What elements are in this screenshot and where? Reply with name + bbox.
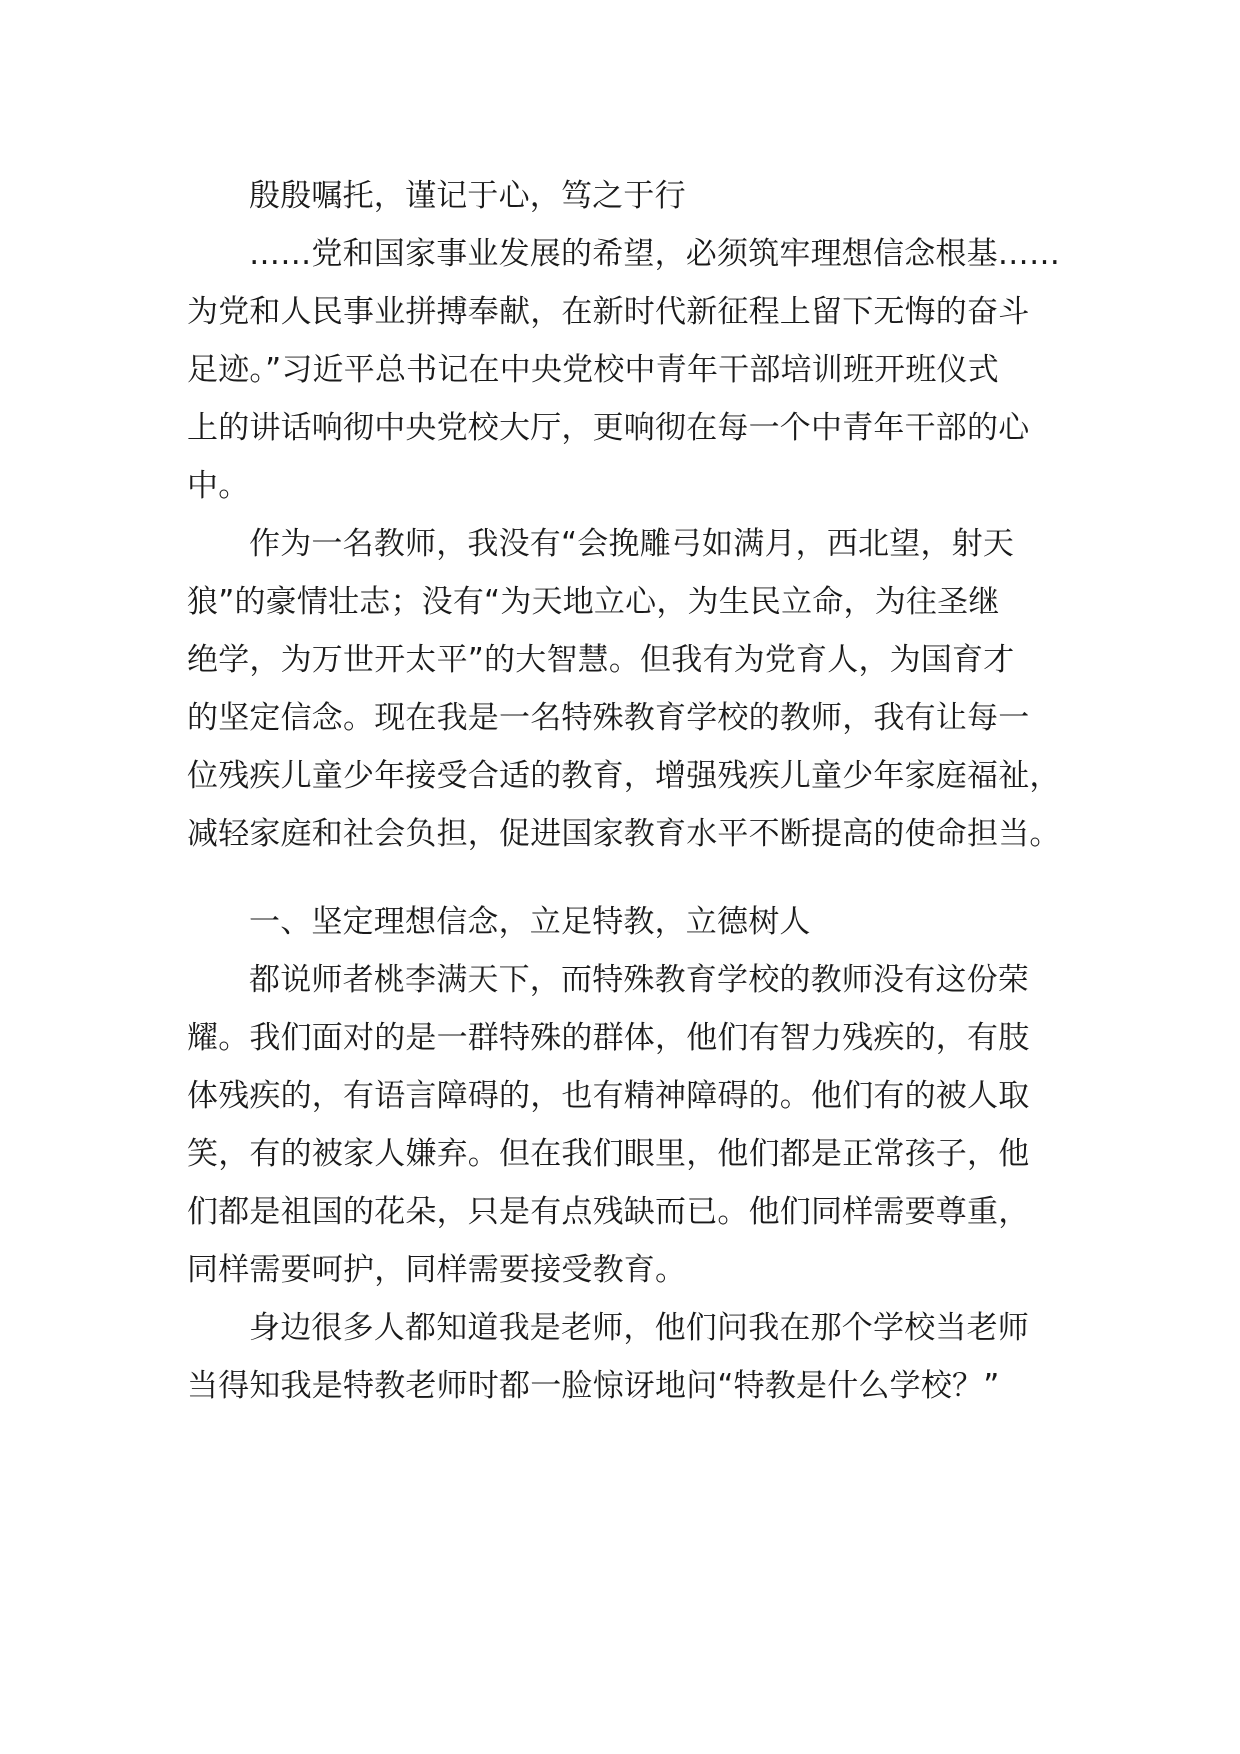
text-line-8: 狼”的豪情壮志；没有“为天地立心，为生民立命，为往圣继: [187, 584, 1000, 620]
text-line-14: 都说师者桃李满天下，而特殊教育学校的教师没有这份荣: [249, 962, 1029, 998]
heading-line-1: 殷殷嘱托，谨记于心，笃之于行: [249, 178, 686, 214]
section-heading-1: 一、坚定理想信念，立足特教，立德树人: [249, 904, 811, 940]
text-line-19: 同样需要呵护，同样需要接受教育。: [187, 1252, 687, 1288]
text-line-12: 减轻家庭和社会负担，促进国家教育水平不断提高的使命担当。: [187, 816, 1061, 852]
text-line-2: ……党和国家事业发展的希望，必须筑牢理想信念根基……: [249, 236, 1061, 272]
text-line-17: 笑，有的被家人嫌弃。但在我们眼里，他们都是正常孩子，他: [187, 1136, 1030, 1172]
text-line-20: 身边很多人都知道我是老师，他们问我在那个学校当老师: [249, 1310, 1029, 1346]
text-line-11: 位残疾儿童少年接受合适的教育，增强残疾儿童少年家庭福祉，: [187, 758, 1061, 794]
text-line-21: 当得知我是特教老师时都一脸惊讶地问“特教是什么学校？”: [187, 1368, 1000, 1404]
text-line-9: 绝学，为万世开太平”的大智慧。但我有为党育人，为国育才: [187, 642, 1015, 678]
text-line-5: 上的讲话响彻中央党校大厅，更响彻在每一个中青年干部的心: [187, 410, 1030, 446]
text-line-4: 足迹。”习近平总书记在中央党校中青年干部培训班开班仪式: [187, 352, 999, 388]
text-line-10: 的坚定信念。现在我是一名特殊教育学校的教师，我有让每一: [187, 700, 1030, 736]
text-line-15: 耀。我们面对的是一群特殊的群体，他们有智力残疾的，有肢: [187, 1020, 1030, 1056]
text-line-18: 们都是祖国的花朵，只是有点残缺而已。他们同样需要尊重，: [187, 1194, 1030, 1230]
text-line-6: 中。: [187, 468, 250, 504]
text-line-3: 为党和人民事业拼搏奉献，在新时代新征程上留下无悔的奋斗: [187, 294, 1030, 330]
text-line-7: 作为一名教师，我没有“会挽雕弓如满月，西北望，射天: [249, 526, 1015, 562]
text-line-16: 体残疾的，有语言障碍的，也有精神障碍的。他们有的被人取: [187, 1078, 1030, 1114]
